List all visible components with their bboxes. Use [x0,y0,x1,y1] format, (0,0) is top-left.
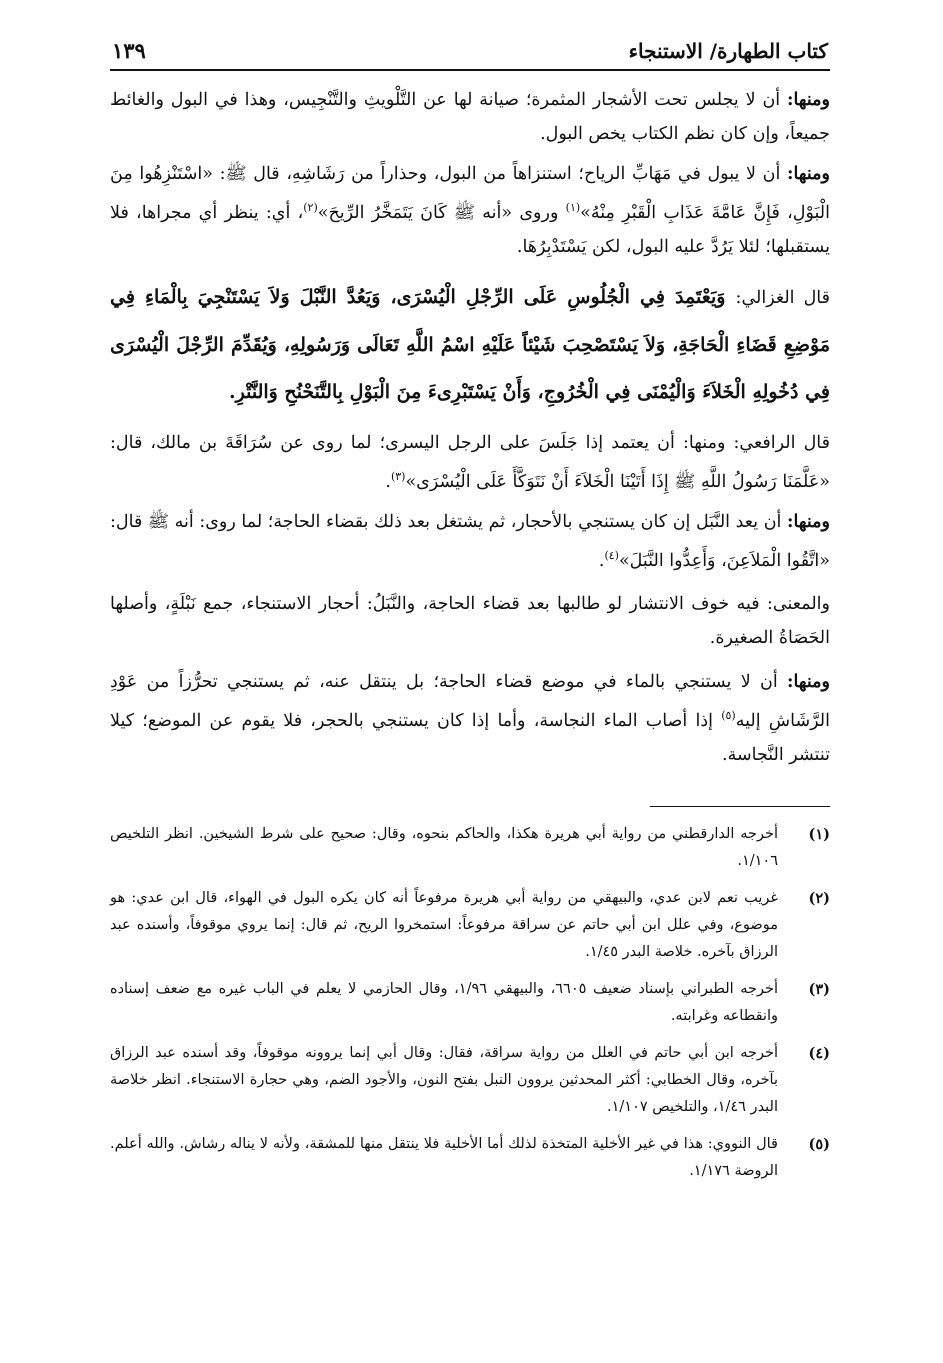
paragraph-text: وَيَعْتَمِدَ فِي الْجُلُوسِ عَلَى الرِّجْلِ الْيُسْرَى، وَيَعُدَّ النَّبْلَ وَلاَ يَسْتَنْجِيَ بِالْمَاءِ فِي مَوْضِعِ قَضَاءِ الْحَاجَةِ، وَلاَ يَسْتَصْحِبَ شَيْئاً عَلَيْهِ اسْمُ اللَّهِ تَعَالَى وَرَسُولِهِ، وَيُقَدِّمَ الرِّجْلَ الْيُسْرَى فِي دُخُولِهِ الْخَلاَءَ وَالْيُمْنَى فِي الْخُرُوجِ، وَأَنْ يَسْتَبْرِىءَ مِنَ الْبَوْلِ بِالتَّنَحْنُحِ وَالنَّتْرِ. [110,285,830,403]
paragraph-lead: ومنها: [787,511,830,532]
footnote-number: (٥) [808,1136,830,1154]
footnote-number: (٣) [808,981,830,999]
footnote-number: (٤) [808,1045,830,1063]
footnote-number: (٢) [808,890,830,908]
footnote-text: غريب نعم لابن عدي، والبيهقي من رواية أبي هريرة مرفوعاً أنه كان يكره البول في الهواء، قال ابن عدي: هو موضوع، وفي علل ابن أبي حاتم عن سراقة مرفوعاً: استمخروا الريح، ثم قال: إنما يروي موقوفاً، وأسنده عبد الرزاق بآخره. خلاصة البدر ١/٤٥. [110,890,778,961]
footnotes [110,821,830,1185]
paragraph-lead: ومنها: [787,90,830,110]
paragraph-text: أن لا يجلس تحت الأشجار المثمرة؛ صيانة لها عن التَّلْويثِ والتَّنْجِيس، وهذا في البول والغائط جميعاً، وإن كان نظم الكتاب يخص البول. [110,90,830,144]
running-header [110,38,830,71]
footnote-ref: (١) [565,201,581,214]
footnote-text: قال النووي: هذا في غير الأخلية المتخذة لذلك أما الأخلية فلا ينتقل منها للمشقة، ولأنه لا يناله رشاش. والله أعلم. الروضة ١/١٧٦. [110,1136,778,1180]
footnote [110,1131,830,1185]
footnote [110,976,830,1030]
footnote-ref: (٣) [390,469,406,483]
footnote-ref: (٤) [604,548,619,562]
footnote-text: أخرجه ابن أبي حاتم في العلل من رواية سراقة، فقال: وقال أبي إنما يروونه موقوفاً، وقد أسنده عبد الرزاق بآخره، وقال الخطابي: أكثر المحدثين يروون النبل بفتح النون، والأجود الضم، وهي حجارة الاستنجاء. انظر خلاصة البدر ١/٤٦، والتلخيص ١/١٠٧. [110,1045,778,1116]
paragraph-lead: ومنها: [787,164,830,184]
footnote-ref: (٢) [303,201,318,214]
footnote [110,821,830,875]
paragraph-text: أن لا يبول في مَهَابِّ الرياح؛ استنزاهاً من البول، وحذاراً من رَشَاشِهِ، قال ﷺ: «اسْتَنْزِهُوا مِنَ الْبَوْلِ، فَإِنَّ عَامَّةَ عَذَابِ الْقَبْرِ مِنْهُ» [110,164,830,223]
paragraph-text: . [598,550,605,571]
paragraph-text: أن يعد النَّبَل إن كان يستنجي بالأحجار، ثم يشتغل بعد ذلك بقضاء الحاجة؛ لما روى: أنه ﷺ قال: «اتَّقُوا الْمَلاَعِنَ، وَأَعِدُّوا النَّبَلَ» [110,511,830,571]
main-text [110,83,830,772]
paragraph-lead: ومنها: [787,672,830,693]
paragraph-text: وروى «أنه ﷺ كَانَ يَتَمَخَّرُ الرِّيحَ» [317,202,566,223]
paragraph-lead: والمعنى: [767,594,830,615]
paragraph-text: إذا أصاب الماء النجاسة، وأما إذا كان يستنجي بالحجر، فلا يقوم عن الموضع؛ كيلا تنتشر النَّجاسة. [110,711,830,766]
chapter-title: كتاب الطهارة/ الاستنجاء [628,39,828,63]
footnote [110,1040,830,1121]
book-page [110,38,830,1195]
footnote-divider [650,806,830,807]
paragraph [110,587,830,655]
paragraph [110,157,830,264]
page-number: ١٣٩ [112,38,146,63]
paragraph-lead: قال الغزالي: [735,287,830,308]
quoted-paragraph [110,274,830,416]
footnote-number: (١) [808,826,830,844]
paragraph-text: أن يعتمد إذا جَلَسَ على الرجل اليسرى؛ لما روى عن سُرَاقَةَ بن مالك، قال: «عَلَّمَنَا رَسُولُ اللَّهِ ﷺ إِذَا أَتَيْنَا الْخَلاَءَ أَنْ نَتَوَكَّأَ عَلَى الْيُسْرَى» [110,432,830,492]
footnote-text: أخرجه الدارقطني من رواية أبي هريرة هكذا، والحاكم بنحوه، وقال: صحيح على شرط الشيخين. انظر التلخيص ١/١٠٦. [110,826,778,870]
paragraph-lead: قال الرافعي: ومنها: [683,432,830,453]
footnote [110,885,830,966]
paragraph [110,83,830,151]
paragraph [110,426,830,499]
paragraph-text: ، أي: ينظر أي مجراها، فلا يستقبلها؛ لئلا يَرُدَّ عليه البول، لكن يَسْتَدْبِرُهَا. [110,202,830,257]
paragraph-text: أن لا يستنجي بالماء في موضع قضاء الحاجة؛ بل ينتقل عنه، ثم يستنجي تحرُّزاً من عَوْدِ الرَّشَاشِ إليه [110,672,830,732]
footnote-text: أخرجه الطبراني بإسناد ضعيف ٦٦٠٥، والبيهقي ١/٩٦، وقال الحازمي لا يعلم في الباب غيره مع ضعف إسناده وانقطاعه وغرابته. [110,981,779,1025]
paragraph [110,665,830,772]
paragraph-text: فيه خوف الانتشار لو طالبها بعد قضاء الحاجة، والنَّبَلُ: أحجار الاستنجاء، جمع نَبْلَةٍ، وأصلها الحَصَاةُ الصغيرة. [110,594,830,649]
paragraph-text: . [385,471,391,492]
paragraph [110,505,830,578]
footnote-ref: (٥) [721,709,736,723]
